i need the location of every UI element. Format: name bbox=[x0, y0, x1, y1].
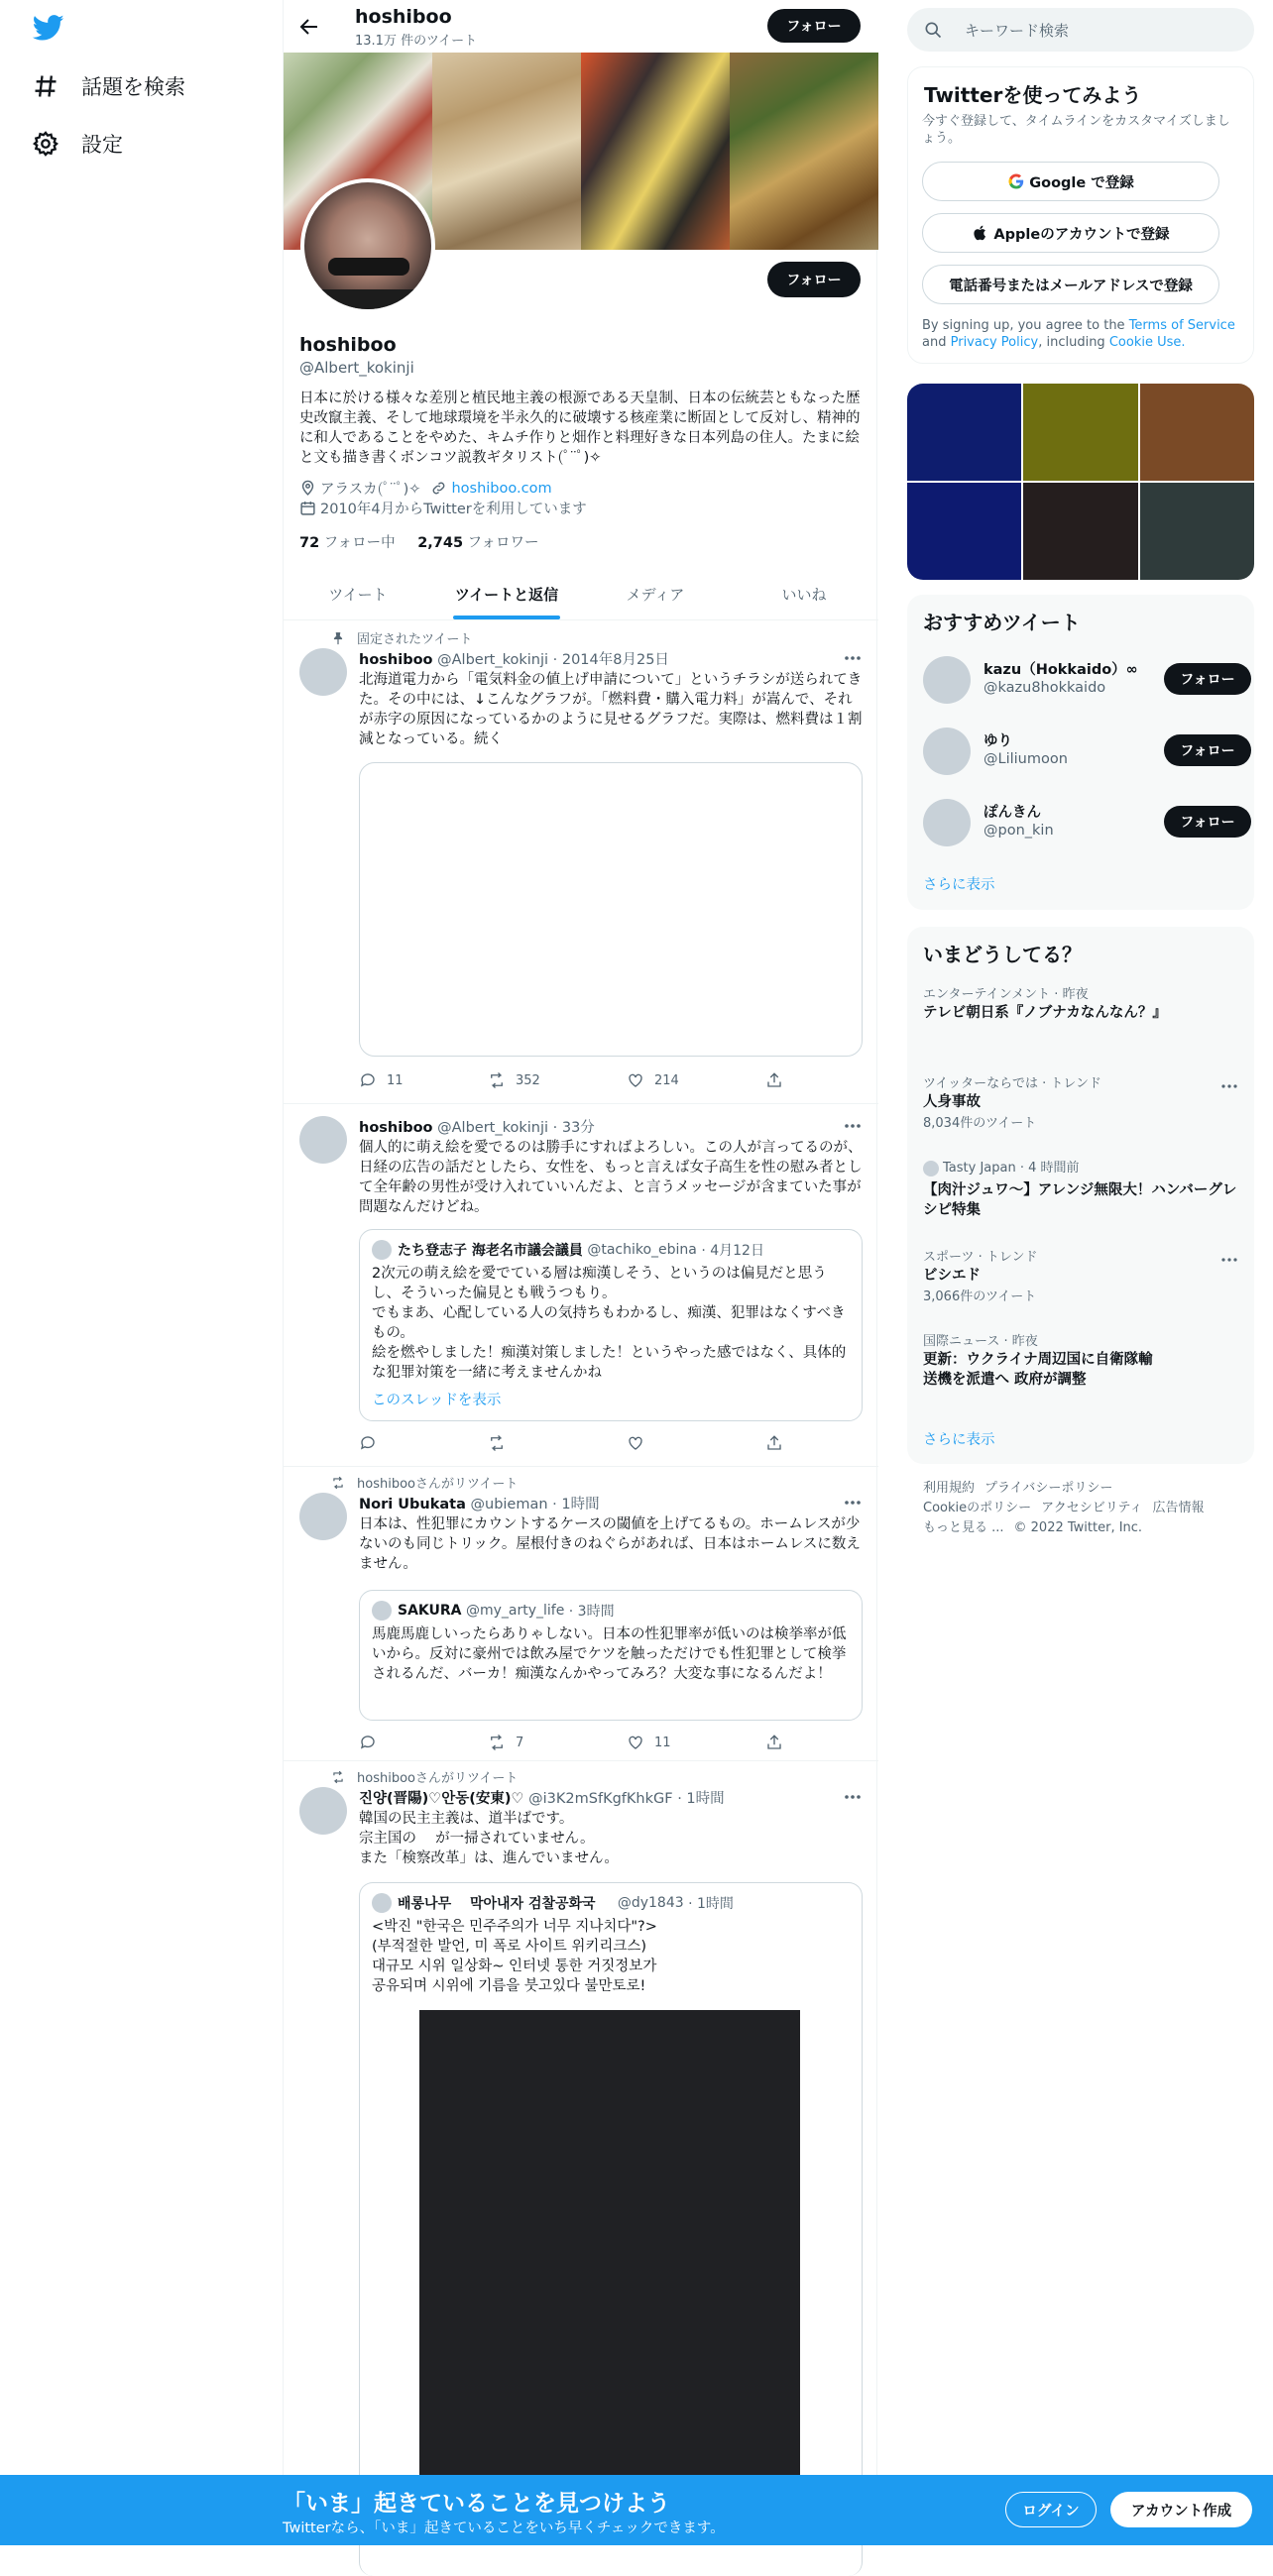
header-tweet-count: 13.1万 件のツイート bbox=[355, 34, 478, 49]
share-button[interactable] bbox=[765, 1433, 793, 1453]
banner-image-bento bbox=[581, 53, 730, 250]
retweet-button[interactable]: 7 bbox=[488, 1733, 627, 1752]
tweet-author-name[interactable]: 진양(晋陽)♡안동(安東)♡ bbox=[359, 1791, 524, 1807]
retweet-icon bbox=[488, 1734, 506, 1751]
footer-link[interactable]: プライバシーポリシー bbox=[984, 1481, 1113, 1496]
left-navigation bbox=[0, 0, 283, 2545]
calendar-icon bbox=[299, 500, 316, 516]
right-sidebar bbox=[907, 0, 1254, 2545]
trend-count: 8,034件のツイート bbox=[923, 1116, 1037, 1131]
quote-avatar bbox=[372, 1893, 392, 1913]
retweet-icon bbox=[331, 1770, 345, 1784]
tweet-author-name[interactable]: Nori Ubukata bbox=[359, 1497, 466, 1512]
follow-button[interactable]: フォロー bbox=[1164, 806, 1251, 838]
media-thumbnail[interactable] bbox=[907, 384, 1021, 481]
tweet-header bbox=[359, 1116, 595, 1137]
terms-link[interactable]: Terms of Service bbox=[1128, 318, 1235, 333]
profile-joined-date: 2010年4月からTwitterを利用しています bbox=[320, 502, 587, 517]
more-dots-icon[interactable] bbox=[843, 650, 863, 666]
tweet-header bbox=[359, 648, 669, 669]
tweet-item[interactable] bbox=[284, 620, 878, 1104]
suggested-user-handle: @kazu8hokkaido bbox=[984, 680, 1106, 696]
tweet-author-name[interactable]: hoshiboo bbox=[359, 1120, 433, 1136]
following-link[interactable]: 72 フォロー中 bbox=[299, 535, 396, 551]
tweet-media-card[interactable] bbox=[359, 762, 863, 1057]
suggested-user-handle: @pon_kin bbox=[984, 823, 1054, 839]
nav-explore[interactable] bbox=[32, 61, 185, 111]
nav-explore-label: 話題を検索 bbox=[81, 75, 185, 99]
avatar bbox=[923, 1161, 939, 1176]
phone-email-signup-button[interactable]: 電話番号またはメールアドレスで登録 bbox=[922, 265, 1219, 304]
google-signup-button[interactable]: Google で登録 bbox=[922, 162, 1219, 201]
retweet-icon bbox=[488, 1434, 506, 1452]
media-thumbnail[interactable] bbox=[1140, 483, 1254, 580]
avatar[interactable] bbox=[923, 728, 971, 775]
like-button[interactable]: 11 bbox=[627, 1733, 765, 1752]
hashtag-icon bbox=[32, 72, 59, 100]
sidebar-footer bbox=[923, 1479, 1250, 1538]
profile-avatar[interactable] bbox=[300, 178, 435, 313]
reply-icon bbox=[359, 1434, 377, 1452]
more-dots-icon[interactable] bbox=[1220, 1079, 1238, 1093]
pin-icon bbox=[331, 631, 345, 645]
reply-button[interactable] bbox=[359, 1733, 488, 1752]
tweet-header bbox=[359, 1787, 725, 1808]
share-icon bbox=[765, 1434, 783, 1452]
more-dots-icon[interactable] bbox=[843, 1789, 863, 1805]
apple-logo-icon bbox=[972, 224, 989, 242]
more-dots-icon[interactable] bbox=[843, 1495, 863, 1511]
suggested-user[interactable] bbox=[923, 724, 1238, 779]
tweet-text: 韓国の民主主義は、道半ばです。 宗主国の が一掃されていません。 また「検察改革」は、進んでいません。 bbox=[359, 1811, 619, 1866]
retweet-icon bbox=[331, 1476, 345, 1490]
trends-title: いまどうしてる？ bbox=[923, 943, 1082, 966]
quoted-tweet[interactable] bbox=[359, 1229, 863, 1421]
tweet-text: 北海道電力から「電気料金の値上げ申請について」というチラシが送られてきた。その中には、↓こんなグラフが。「燃料費・購入電力料」が嵩んで、それが赤字の原因になっているかのように見せるグラフだ。実際は、燃料費は１割減となっている。続く bbox=[359, 672, 863, 747]
banner-image-soup bbox=[730, 53, 878, 250]
tweet-time[interactable]: · 1時間 bbox=[677, 1791, 725, 1807]
tweet-avatar[interactable] bbox=[299, 1787, 347, 1835]
trends-card bbox=[907, 927, 1254, 1464]
tweet-avatar[interactable] bbox=[299, 1493, 347, 1540]
tweet-time[interactable]: · 2014年8月25日 bbox=[552, 652, 669, 668]
tweet-header bbox=[359, 1493, 600, 1513]
privacy-link[interactable]: Privacy Policy bbox=[950, 335, 1039, 350]
bottom-bar-subtitle: Twitterなら、「いま」起きていることをいち早くチェックできます。 bbox=[283, 2520, 725, 2536]
suggested-user[interactable] bbox=[923, 795, 1238, 850]
trend-title: テレビ朝日系『ノブナカなんなん？』 bbox=[923, 1005, 1167, 1021]
avatar[interactable] bbox=[923, 656, 971, 704]
reply-button[interactable] bbox=[359, 1433, 488, 1453]
trend-item[interactable] bbox=[923, 1075, 1238, 1132]
banner-image-potatoes bbox=[432, 53, 581, 250]
tweet-time[interactable]: · 33分 bbox=[552, 1120, 595, 1136]
tweet-avatar[interactable] bbox=[299, 1116, 347, 1164]
followers-link[interactable]: 2,745 フォロワー bbox=[417, 535, 539, 551]
retweet-context: hoshibooさんがリツイート bbox=[357, 1473, 518, 1492]
trend-title: 【肉汁ジュワ〜】アレンジ無限大！ハンバーグレシピ特集 bbox=[923, 1182, 1237, 1218]
trend-title: ビシエド bbox=[923, 1268, 981, 1284]
tweet-item[interactable] bbox=[284, 1467, 878, 1761]
quoted-tweet[interactable] bbox=[359, 1590, 863, 1721]
trend-item[interactable] bbox=[923, 1333, 1238, 1390]
who-to-follow-title: おすすめツイート bbox=[923, 611, 1081, 634]
suggested-user-name: ゆり bbox=[984, 733, 1012, 749]
like-button[interactable]: 214 bbox=[627, 1070, 765, 1090]
trend-category: スポーツ · トレンド bbox=[923, 1250, 1038, 1265]
suggested-user-name: ぽんきん bbox=[984, 805, 1041, 821]
tweet-avatar[interactable] bbox=[299, 648, 347, 696]
search-input[interactable]: キーワード検索 bbox=[965, 21, 1070, 40]
signup-card bbox=[907, 66, 1254, 364]
heart-icon bbox=[627, 1734, 644, 1751]
tweet-author-handle: @Albert_kokinji bbox=[437, 1120, 549, 1136]
share-icon bbox=[765, 1071, 783, 1089]
tweet-text: 個人的に萌え絵を愛でるのは勝手にすればよろしい。この人が言ってるのが、日経の広告の話だとしたら、女性を、もっと言えば女子高生を性の慰み者として全年齢の男性が受け入れていいんだよ、と言うメッセージが含まていた事が問題なんだけどね。 bbox=[359, 1140, 863, 1215]
tweet-item[interactable] bbox=[284, 1761, 878, 2545]
twitter-bird-icon[interactable] bbox=[30, 12, 67, 44]
tweet-author-name[interactable]: hoshiboo bbox=[359, 652, 433, 668]
tab-likes[interactable]: いいね bbox=[781, 585, 827, 604]
footer-link[interactable]: アクセシビリティ bbox=[1041, 1501, 1143, 1515]
profile-handle: @Albert_kokinji bbox=[299, 359, 414, 377]
tweet-item[interactable] bbox=[284, 1104, 878, 1467]
tab-tweets-and-replies[interactable]: ツイートと返信 bbox=[432, 568, 581, 619]
tab-tweets[interactable]: ツイート bbox=[328, 585, 388, 604]
tweet-actions bbox=[359, 1733, 795, 1752]
search-box[interactable] bbox=[907, 8, 1254, 52]
trend-category: Tasty Japan · 4 時間前 bbox=[923, 1160, 1238, 1176]
trend-count: 3,066件のツイート bbox=[923, 1289, 1037, 1304]
bottom-bar-title: 「いま」起きていることを見つけよう bbox=[283, 2491, 670, 2517]
profile-location: アラスカ(ﾟ¨ﾟ)✧ bbox=[320, 482, 421, 498]
show-more-link[interactable]: さらに表示 bbox=[923, 877, 995, 893]
retweet-button[interactable] bbox=[488, 1433, 627, 1453]
quote-header: たち登志子 海老名市議会議員 @tachiko_ebina · 4月12日 bbox=[372, 1240, 764, 1260]
show-thread-link[interactable]: このスレッドを表示 bbox=[372, 1393, 502, 1408]
show-more-link[interactable]: さらに表示 bbox=[923, 1432, 995, 1448]
nav-settings[interactable] bbox=[32, 119, 123, 168]
heart-icon bbox=[627, 1071, 644, 1089]
header-follow-button[interactable]: フォロー bbox=[767, 9, 861, 43]
trend-title: 更新：ウクライナ周辺国に自衛隊輸送機を派遣へ 政府が調整 bbox=[923, 1352, 1153, 1388]
pinned-context: 固定されたツイート bbox=[357, 628, 472, 647]
signup-legal-text: By signing up, you agree to the Terms of Service and Privacy Policy, including Cookie Use. bbox=[922, 318, 1235, 350]
retweet-icon bbox=[488, 1071, 506, 1089]
reply-icon bbox=[359, 1734, 377, 1751]
signup-title: Twitterを使ってみよう bbox=[924, 83, 1142, 107]
bottom-signup-bar bbox=[0, 2475, 1273, 2545]
create-account-button[interactable]: アカウント作成 bbox=[1110, 2492, 1252, 2527]
search-icon bbox=[923, 20, 943, 40]
suggested-user-name: kazu（Hokkaido）∞ bbox=[984, 662, 1138, 678]
reply-button[interactable]: 11 bbox=[359, 1070, 488, 1090]
trend-item[interactable] bbox=[923, 986, 1238, 1023]
share-icon bbox=[765, 1734, 783, 1751]
more-dots-icon[interactable] bbox=[843, 1118, 863, 1134]
trend-item[interactable] bbox=[923, 1249, 1238, 1305]
media-thumbnail[interactable] bbox=[1023, 483, 1137, 580]
retweet-button[interactable]: 352 bbox=[488, 1070, 627, 1090]
quote-text: 馬鹿馬鹿しいったらありゃしない。日本の性犯罪率が低いのは検挙率が低いから。反対に豪州では飲み屋でケツを触っただけでも性犯罪として検挙されるんだ、バーカ！痴漢なんかやってみろ？大変な事になるんだよ！ bbox=[372, 1626, 847, 1682]
profile-name: hoshiboo bbox=[299, 334, 397, 356]
quote-media-image[interactable] bbox=[419, 2010, 800, 2525]
quote-avatar bbox=[372, 1601, 392, 1621]
tweet-text: 日本は、性犯罪にカウントするケースの閾値を上げてるもの。ホームレスが少ないのも同じトリック。屋根付きのねぐらがあれば、日本はホームレスに数えません。 bbox=[359, 1516, 861, 1572]
tweet-time[interactable]: · 1時間 bbox=[552, 1497, 600, 1512]
profile-follow-button[interactable]: フォロー bbox=[767, 262, 861, 297]
heart-icon bbox=[627, 1434, 644, 1452]
avatar[interactable] bbox=[923, 799, 971, 846]
tweet-actions bbox=[359, 1433, 795, 1453]
more-dots-icon[interactable] bbox=[1220, 1253, 1238, 1267]
footer-link[interactable]: Cookieのポリシー bbox=[923, 1501, 1032, 1515]
follow-button[interactable]: フォロー bbox=[1164, 734, 1251, 766]
suggested-user-handle: @Liliumoon bbox=[984, 751, 1068, 767]
trend-category: ツイッターならでは · トレンド bbox=[923, 1076, 1102, 1091]
trend-title: 人身事故 bbox=[923, 1094, 981, 1110]
trend-item[interactable] bbox=[923, 1160, 1238, 1220]
retweet-context: hoshibooさんがリツイート bbox=[357, 1767, 518, 1786]
profile-meta-location bbox=[299, 478, 552, 499]
like-button[interactable] bbox=[627, 1433, 765, 1453]
location-pin-icon bbox=[299, 480, 316, 497]
google-g-icon bbox=[1007, 172, 1025, 190]
profile-media-grid bbox=[907, 384, 1254, 580]
quote-header: SAKURA @my_arty_life · 3時間 bbox=[372, 1601, 615, 1621]
media-thumbnail[interactable] bbox=[1140, 384, 1254, 481]
footer-link[interactable]: 広告情報 bbox=[1152, 1501, 1205, 1515]
login-button[interactable]: ログイン bbox=[1005, 2492, 1097, 2527]
share-button[interactable] bbox=[765, 1070, 793, 1090]
quoted-tweet[interactable] bbox=[359, 1882, 863, 2576]
profile-bio: 日本に於ける様々な差別と植民地主義の根源である天皇制、日本の伝統芸ともなった歴史改竄主義、そして地球環境を半永久的に破壊する核産業に断固として反対し、精神的に和人であることをやめた、キムチ作りと畑作と料理好きな日本列島の住人。たまに絵と文も描き書くボンコツ説教ギタリスト(ﾟ¨ﾟ)✧ bbox=[299, 391, 861, 466]
apple-signup-button[interactable]: Appleのアカウントで登録 bbox=[922, 213, 1219, 253]
trend-category: 国際ニュース · 昨夜 bbox=[923, 1334, 1038, 1349]
profile-header-bar bbox=[284, 0, 878, 53]
profile-stats bbox=[299, 531, 538, 552]
footer-more-link[interactable]: もっと見る ... bbox=[923, 1520, 1004, 1535]
gear-icon bbox=[32, 130, 59, 158]
back-arrow-icon[interactable] bbox=[297, 15, 321, 39]
header-name: hoshiboo bbox=[355, 6, 452, 28]
quote-header: 배롱나무 막아내자 검찰공화국 @dy1843 · 1時間 bbox=[372, 1893, 734, 1913]
footer-link[interactable]: 利用規約 bbox=[923, 1481, 976, 1496]
link-icon bbox=[430, 480, 447, 497]
follow-button[interactable]: フォロー bbox=[1164, 663, 1251, 695]
suggested-user[interactable] bbox=[923, 652, 1238, 708]
tab-media[interactable]: メディア bbox=[626, 585, 685, 604]
trend-category: エンターテインメント · 昨夜 bbox=[923, 987, 1089, 1002]
profile-tabs bbox=[284, 568, 878, 620]
main-column bbox=[283, 0, 877, 2545]
profile-website-link[interactable]: hoshiboo.com bbox=[451, 480, 552, 497]
tweet-actions bbox=[359, 1070, 795, 1090]
tweet-author-handle: @Albert_kokinji bbox=[437, 652, 549, 668]
profile-meta-joined bbox=[299, 498, 587, 518]
reply-icon bbox=[359, 1071, 377, 1089]
signup-subtitle: 今すぐ登録して、タイムラインをカスタマイズしましょう。 bbox=[922, 114, 1230, 146]
copyright: © 2022 Twitter, Inc. bbox=[1013, 1520, 1143, 1535]
quote-avatar bbox=[372, 1240, 392, 1260]
who-to-follow-card bbox=[907, 595, 1254, 910]
quote-text: 2次元の萌え絵を愛でている層は痴漢しそう、というのは偏見だと思うし、そういった偏見とも戦うつもり。 でもまあ、心配している人の気持ちもわかるし、痴漢、犯罪はなくすべきもの。 絵を燃やしました！痴漢対策しました！というやった感ではなく、具体的な犯罪対策を一緒に考えませんかね bbox=[372, 1266, 847, 1381]
tweet-author-handle: @ubieman bbox=[470, 1497, 548, 1512]
media-thumbnail[interactable] bbox=[1023, 384, 1137, 481]
tweet-author-handle: @i3K2mSfKgfKhkGF bbox=[528, 1791, 673, 1807]
nav-settings-label: 設定 bbox=[81, 133, 123, 157]
quote-text: <박진 "한국은 민주주의가 너무 지나치다"?> (부적절한 발언, 미 폭로 사이트 위키리크스) 대규모 시위 일상화~ 인터넷 통한 거짓정보가 공유되며 시위에 기름을 붓고있다 불만토로! bbox=[372, 1919, 657, 1994]
cookie-link[interactable]: Cookie Use. bbox=[1108, 335, 1186, 350]
media-thumbnail[interactable] bbox=[907, 483, 1021, 580]
share-button[interactable] bbox=[765, 1733, 793, 1752]
